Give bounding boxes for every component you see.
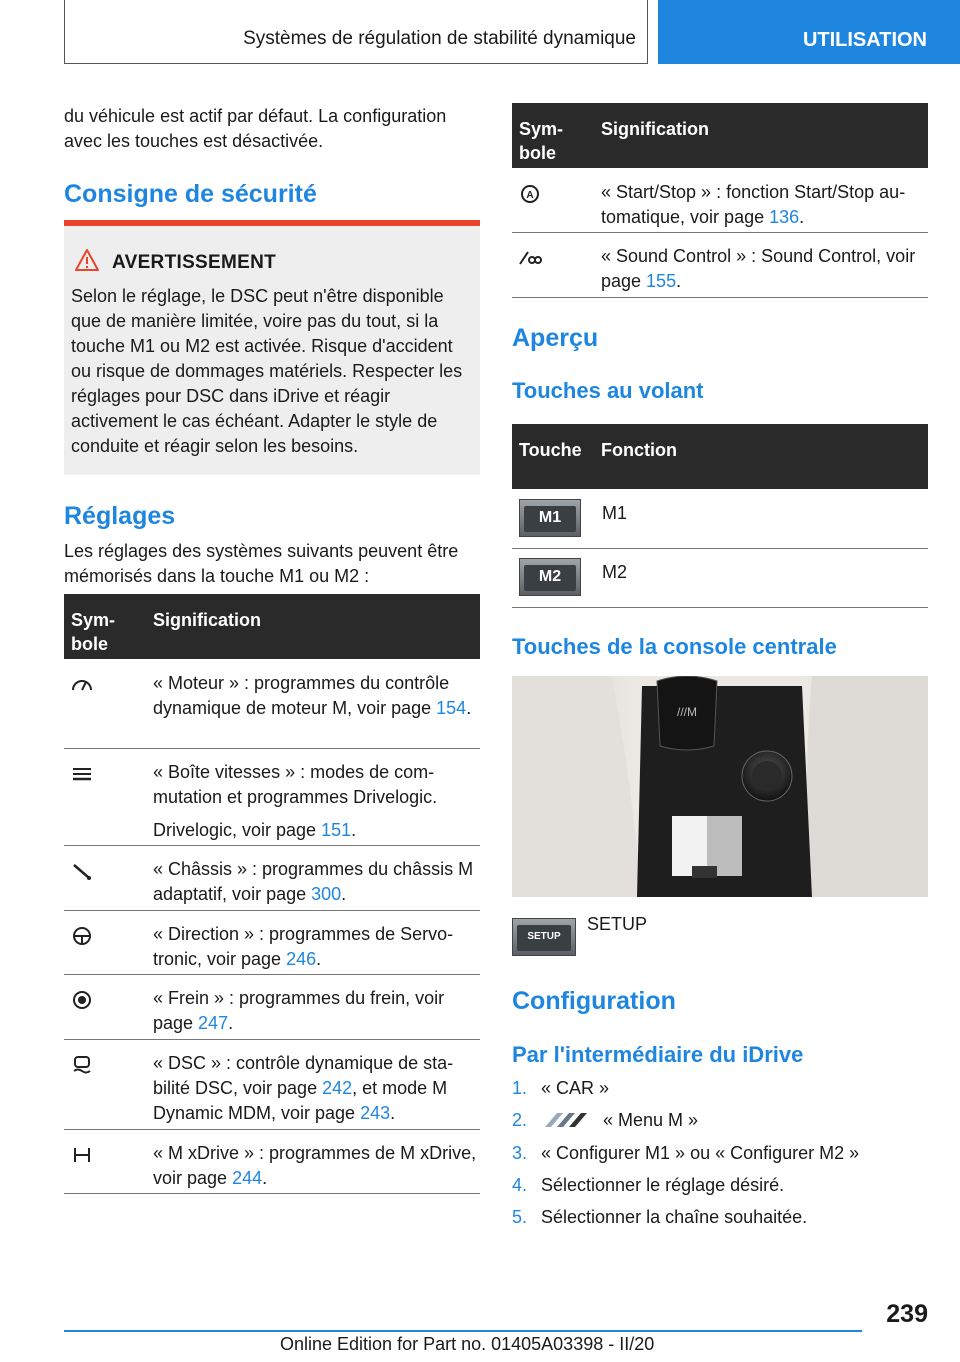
page-link[interactable]: 136 — [769, 207, 800, 227]
idrive-heading: Par l'intermédiaire du iDrive — [512, 1042, 804, 1067]
page-link[interactable]: 151 — [321, 820, 352, 840]
dsc-icon — [70, 1055, 94, 1075]
table-row — [64, 910, 480, 975]
header-section-title: Systèmes de régulation de stabilité dynamique — [243, 28, 636, 49]
page-number: 239 — [886, 1300, 928, 1328]
page-link[interactable]: 155 — [646, 271, 677, 291]
page-link[interactable]: 243 — [360, 1103, 391, 1123]
header-tab[interactable] — [658, 0, 960, 64]
table-row — [512, 489, 928, 549]
list-item: 2. « Menu M » — [512, 1110, 699, 1130]
page-link[interactable]: 247 — [198, 1013, 229, 1033]
setup-label: SETUP — [587, 914, 648, 934]
list-item: 4. Sélectionner le réglage désiré. — [512, 1175, 785, 1195]
svg-text:///M: ///M — [677, 705, 697, 719]
chassis-icon — [70, 861, 94, 881]
row-text: « Frein » : programmes du frein, voir page 247. — [153, 988, 445, 1033]
list-item: 3. « Configurer M1 » ou « Configurer M2 » — [512, 1143, 860, 1163]
xdrive-icon — [70, 1145, 94, 1165]
table-row — [64, 659, 480, 749]
page-link[interactable]: 300 — [311, 884, 342, 904]
table-row — [512, 232, 928, 298]
warning-title: AVERTISSEMENT — [112, 252, 277, 273]
row-text: « Direction » : programmes de Servotronic, voir page 246. — [153, 924, 454, 969]
row-text: « Moteur » : programmes du contrôle dynamique de moteur M, voir page 154. — [153, 673, 472, 718]
wheel-heading: Touches au volant — [512, 378, 704, 403]
intro-text: du véhicule est actif par défaut. La configuration avec les touches est désactivée. — [64, 106, 447, 151]
col-symbol: Symbole — [71, 610, 116, 654]
steering-icon — [70, 926, 94, 946]
warning-triangle-icon — [74, 248, 100, 272]
m-menu-icon — [541, 1111, 597, 1129]
table-row — [64, 1129, 480, 1194]
row-text: M2 — [602, 562, 628, 582]
table-row — [512, 168, 928, 233]
page-link[interactable]: 244 — [232, 1168, 263, 1188]
start-stop-icon — [518, 184, 542, 204]
col-button: Touche — [519, 440, 582, 460]
table-row — [64, 845, 480, 911]
row-text: « Start/Stop » : fonction Start/Stop automatique, voir page 136. — [601, 182, 906, 227]
page-link[interactable]: 154 — [436, 698, 467, 718]
table-row — [64, 748, 480, 846]
row-text: M1 — [602, 503, 628, 523]
col-function: Fonction — [601, 440, 677, 460]
safety-heading: Consigne de sécurité — [64, 180, 317, 208]
gearbox-icon — [70, 764, 94, 784]
settings-table-header — [64, 594, 480, 659]
m2-button-image: M2 — [519, 558, 581, 596]
config-heading: Configuration — [512, 987, 676, 1015]
warning-text: Selon le réglage, le DSC peut n'être disponible que de manière limitée, voire pas du tout, si la touche M1 ou M2 est activée. Risque d'accident ou risque de dommages matériels. Respecter les réglages pour DSC dans iDrive et réagir activement le cas échéant. Adapter le style de conduite et réagir selon les besoins. — [71, 286, 463, 456]
setup-button-image: SETUP — [512, 918, 576, 956]
sound-control-icon — [518, 248, 542, 268]
settings-heading: Réglages — [64, 502, 176, 530]
col-meaning: Signification — [153, 610, 261, 630]
table-row — [64, 974, 480, 1040]
footer-rule — [64, 1330, 862, 1332]
row-text: « DSC » : contrôle dynamique de stabilité DSC, voir page 242, et mode M Dynamic MDM, voir page 243. — [153, 1053, 454, 1123]
settings-text: Les réglages des systèmes suivants peuvent être mémorisés dans la touche M1 ou M2 : — [64, 541, 459, 586]
row-text: « Boîte vitesses » : modes de commutation et programmes Drivelogic. Drivelogic, voir page 151. — [153, 762, 438, 840]
engine-icon — [70, 675, 94, 695]
header-tab-label: UTILISATION — [802, 29, 927, 51]
center-console-photo — [512, 676, 928, 897]
row-text: « M xDrive » : programmes de M xDrive, voir page 244. — [153, 1143, 477, 1188]
table-row — [512, 548, 928, 608]
page-link[interactable]: 246 — [286, 949, 317, 969]
list-item: 5. Sélectionner la chaîne souhaitée. — [512, 1207, 808, 1227]
footer-edition: Online Edition for Part no. 01405A03398 - II/20 — [280, 1334, 655, 1354]
page-link[interactable]: 242 — [322, 1078, 353, 1098]
wheel-table-header — [512, 424, 928, 489]
symbols-table-header — [512, 103, 928, 168]
brake-icon — [70, 990, 94, 1010]
col-meaning: Signification — [601, 119, 709, 139]
list-item: 1. « CAR » — [512, 1078, 610, 1098]
overview-heading: Aperçu — [512, 324, 599, 352]
console-heading: Touches de la console centrale — [512, 634, 837, 659]
row-text: « Châssis » : programmes du châssis M adaptatif, voir page 300. — [153, 859, 474, 904]
row-text: « Sound Control » : Sound Control, voir page 155. — [601, 246, 916, 291]
m1-button-image: M1 — [519, 499, 581, 537]
table-row — [64, 1039, 480, 1130]
svg-text:A: A — [526, 190, 534, 201]
warning-box — [64, 220, 480, 475]
col-symbol: Symbole — [519, 119, 564, 163]
